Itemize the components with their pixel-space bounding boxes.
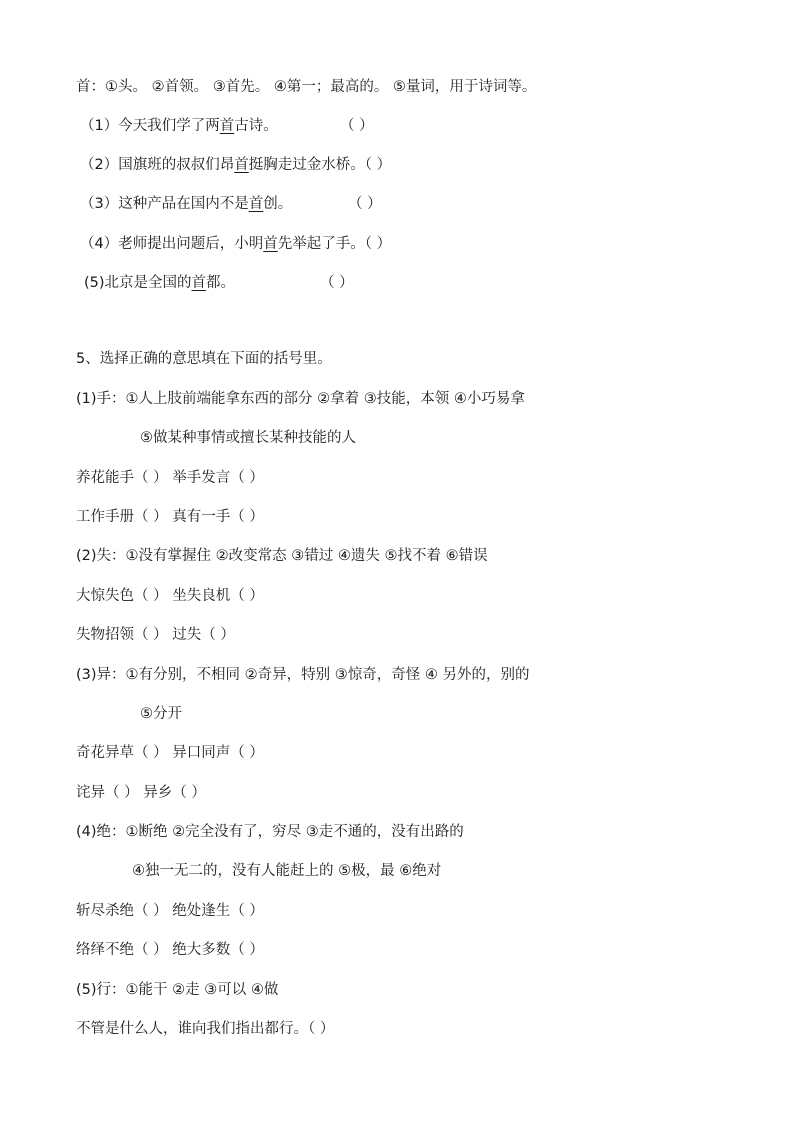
q2-text-a: （2）国旗班的叔叔们昂 bbox=[80, 157, 235, 173]
definition-shou2-1: (1)手：①人上肢前端能拿东西的部分 ②拿着 ③技能，本领 ④小巧易拿 bbox=[76, 391, 525, 407]
q5-answer-paren[interactable]: （ ） bbox=[320, 275, 354, 291]
q3-text-a: （3）这种产品在国内不是 bbox=[80, 196, 249, 212]
q5-underlined: 首 bbox=[191, 275, 207, 291]
exercise-yi-1: 奇花异草（ ） 异口同声（ ） bbox=[76, 745, 264, 761]
question-3 bbox=[80, 194, 292, 214]
q4-underlined: 首 bbox=[263, 236, 278, 252]
exercise-shi-1: 大惊失色（ ） 坐失良机（ ） bbox=[76, 588, 264, 604]
q5-text-b: 都。 bbox=[206, 275, 236, 291]
q1-text-a: （1）今天我们学了两 bbox=[80, 118, 220, 134]
exercise-yi-2: 诧异（ ） 异乡（ ） bbox=[76, 785, 206, 801]
q1-answer-paren[interactable]: （ ） bbox=[340, 118, 374, 134]
q3-answer-paren[interactable]: （ ） bbox=[348, 196, 382, 212]
q1-underlined: 首 bbox=[219, 118, 235, 134]
question-1 bbox=[80, 116, 278, 136]
q3-underlined: 首 bbox=[248, 196, 264, 212]
exercise-jue-1: 斩尽杀绝（ ） 绝处逢生（ ） bbox=[76, 903, 264, 919]
q2-text-b: 挺胸走过金水桥。（ ） bbox=[248, 157, 392, 173]
exercise-shi-2: 失物招领（ ） 过失（ ） bbox=[76, 627, 235, 643]
q1-text-b: 古诗。 bbox=[234, 118, 278, 134]
question-5 bbox=[84, 273, 235, 293]
exercise-xing-1: 不管是什么人，谁向我们指出都行。（ ） bbox=[76, 1021, 335, 1037]
definition-jue-2: ④独一无二的，没有人能赶上的 ⑤极，最 ⑥绝对 bbox=[132, 863, 442, 879]
definition-yi-1: (3)异：①有分别，不相同 ②奇异，特别 ③惊奇，奇怪 ④ 另外的，别的 bbox=[76, 667, 530, 683]
definition-shou2-2: ⑤做某种事情或擅长某种技能的人 bbox=[140, 430, 356, 446]
exercise-shou2-1: 养花能手（ ） 举手发言（ ） bbox=[76, 470, 264, 486]
q4-text-b: 先举起了手。（ ） bbox=[277, 236, 392, 252]
definition-jue-1: (4)绝：①断绝 ②完全没有了，穷尽 ③走不通的，没有出路的 bbox=[76, 824, 464, 840]
q5-text-a: (5)北京是全国的 bbox=[84, 275, 192, 291]
definition-shou: 首：①头。 ②首领。 ③首先。 ④第一；最高的。 ⑤量词，用于诗词等。 bbox=[76, 79, 537, 95]
q3-text-b: 创。 bbox=[263, 196, 293, 212]
section-5-title: 5、选择正确的意思填在下面的括号里。 bbox=[76, 351, 332, 367]
definition-shi: (2)失：①没有掌握住 ②改变常态 ③错过 ④遗失 ⑤找不着 ⑥错误 bbox=[76, 548, 488, 564]
exercise-shou2-2: 工作手册（ ） 真有一手（ ） bbox=[76, 509, 264, 525]
q4-text-a: （4）老师提出问题后，小明 bbox=[80, 236, 264, 252]
definition-xing: (5)行：①能干 ②走 ③可以 ④做 bbox=[76, 982, 279, 998]
question-4 bbox=[80, 234, 391, 254]
definition-yi-2: ⑤分开 bbox=[140, 706, 182, 722]
q2-underlined: 首 bbox=[234, 157, 249, 173]
exercise-jue-2: 络绎不绝（ ） 绝大多数（ ） bbox=[76, 942, 264, 958]
question-2 bbox=[80, 155, 391, 175]
